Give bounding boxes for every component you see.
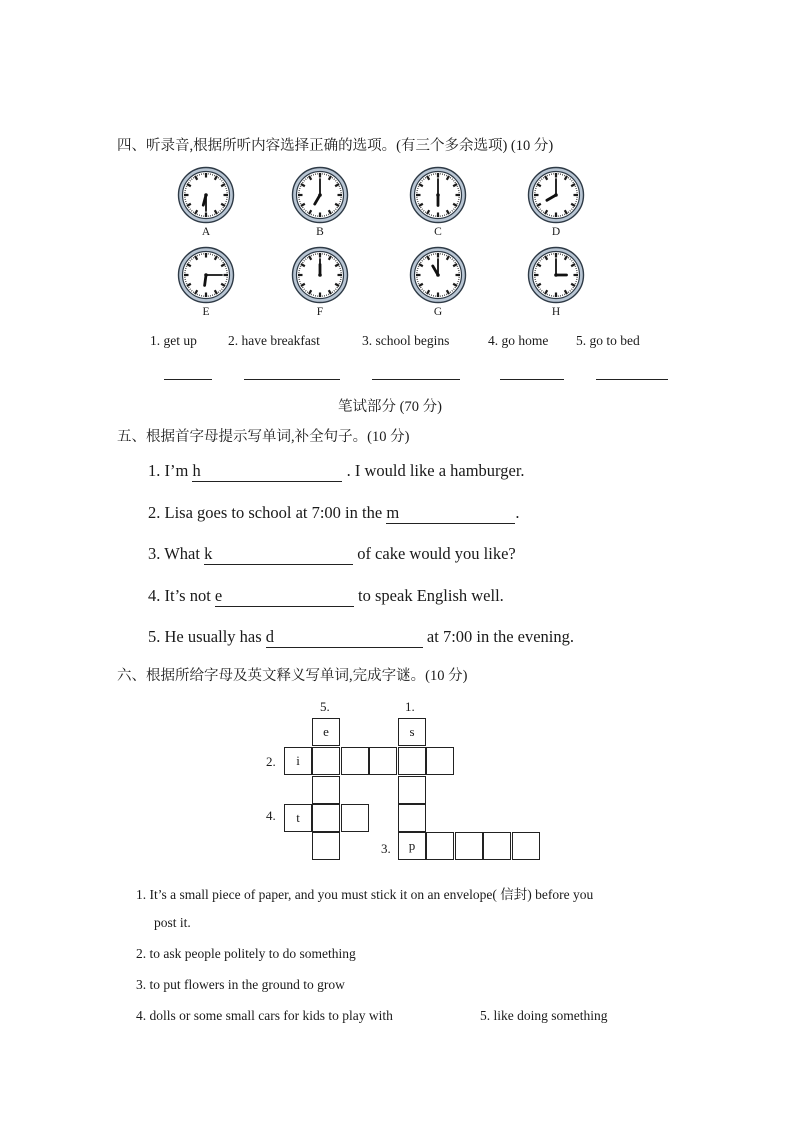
crossword-cell[interactable] xyxy=(512,832,540,860)
clock-option[interactable] xyxy=(408,166,468,238)
answer-line-1[interactable] xyxy=(164,378,212,380)
hint-letter: k xyxy=(204,544,213,563)
hint-letter: h xyxy=(192,461,201,480)
clock-icon xyxy=(291,246,349,304)
clock-label: H xyxy=(551,306,561,318)
crossword-cell[interactable] xyxy=(483,832,511,860)
sentence-text: . xyxy=(515,503,520,522)
sentence-text: 2. Lisa goes to school at 7:00 in the xyxy=(148,503,387,522)
crossword-cell[interactable] xyxy=(398,747,426,775)
clock-icon xyxy=(527,246,585,304)
crossword-cell[interactable] xyxy=(341,804,369,832)
crossword-cell[interactable] xyxy=(398,804,426,832)
cell-letter: p xyxy=(408,838,416,853)
section4-title: 四、听录音,根据所听内容选择正确的选项。(有三个多余选项) (10 分) xyxy=(117,138,554,154)
activity-3: 3. school begins xyxy=(362,333,450,348)
cell-letter: e xyxy=(323,724,329,739)
crossword-cell[interactable] xyxy=(398,776,426,804)
answer-line-4[interactable] xyxy=(500,378,564,380)
sentence-text: . I would like a hamburger. xyxy=(342,461,525,480)
clock-icon xyxy=(409,246,467,304)
sentence-text: 5. He usually has xyxy=(148,627,266,646)
section6-title: 六、根据所给字母及英文释义写单词,完成字谜。(10 分) xyxy=(117,668,468,684)
clock-label: A xyxy=(201,226,211,238)
clue-5: 5. like doing something xyxy=(480,1008,608,1023)
sentence-2 xyxy=(148,503,519,524)
clock-label: C xyxy=(434,226,442,238)
clock-option[interactable] xyxy=(526,246,586,318)
fill-blank[interactable] xyxy=(266,627,423,648)
activity-4: 4. go home xyxy=(488,333,549,348)
hint-letter: e xyxy=(214,586,223,605)
crossword-cell[interactable] xyxy=(426,747,454,775)
answer-line-3[interactable] xyxy=(372,378,460,380)
clock-icon xyxy=(177,166,235,224)
cell-letter: t xyxy=(296,810,300,825)
clock-icon xyxy=(177,246,235,304)
crossword-cell[interactable] xyxy=(398,718,426,746)
clock-icon xyxy=(409,166,467,224)
clue-number-5: 5. xyxy=(320,699,330,714)
clock-option[interactable] xyxy=(290,246,350,318)
crossword-cell[interactable] xyxy=(398,832,426,860)
clue-4: 4. dolls or some small cars for kids to play with xyxy=(136,1008,393,1023)
fill-blank[interactable] xyxy=(192,461,342,482)
answer-line-5[interactable] xyxy=(596,378,668,380)
crossword-cell[interactable] xyxy=(312,804,340,832)
fill-blank[interactable] xyxy=(386,503,515,524)
activity-5: 5. go to bed xyxy=(576,333,640,348)
clock-option[interactable] xyxy=(526,166,586,238)
clock-label: F xyxy=(316,306,324,318)
sentence-text: of cake would you like? xyxy=(353,544,516,563)
clue-number-3: 3. xyxy=(381,841,391,856)
clock-label: E xyxy=(202,306,210,318)
activity-2: 2. have breakfast xyxy=(228,333,320,348)
clue-1-continued: post it. xyxy=(154,915,191,930)
sentence-text: 3. What xyxy=(148,544,205,563)
crossword-cell[interactable] xyxy=(284,747,312,775)
clue-number-4: 4. xyxy=(266,808,276,823)
crossword-cell[interactable] xyxy=(369,747,397,775)
sentence-text: 4. It’s not xyxy=(148,586,215,605)
clue-number-2: 2. xyxy=(266,754,276,769)
clock-label: B xyxy=(316,226,324,238)
fill-blank[interactable] xyxy=(215,586,354,607)
sentence-text: 1. I’m xyxy=(148,461,193,480)
cell-letter: s xyxy=(409,724,415,739)
activity-1: 1. get up xyxy=(150,333,197,348)
clue-number-1: 1. xyxy=(405,699,415,714)
clock-option[interactable] xyxy=(408,246,468,318)
crossword-cell[interactable] xyxy=(312,747,340,775)
clock-option[interactable] xyxy=(176,246,236,318)
sentence-1 xyxy=(148,461,525,482)
hint-letter: d xyxy=(265,627,275,646)
clock-option[interactable] xyxy=(290,166,350,238)
sentence-5 xyxy=(148,627,574,648)
sentence-text: at 7:00 in the evening. xyxy=(422,627,574,646)
cell-letter: i xyxy=(296,753,300,768)
clue-1: 1. It’s a small piece of paper, and you must stick it on an envelope( 信封) before you xyxy=(136,887,594,902)
crossword-cell[interactable] xyxy=(312,776,340,804)
clock-icon xyxy=(291,166,349,224)
crossword-cell[interactable] xyxy=(312,718,340,746)
answer-line-2[interactable] xyxy=(244,378,340,380)
section5-title: 五、根据首字母提示写单词,补全句子。(10 分) xyxy=(117,429,410,445)
sentence-3 xyxy=(148,544,516,565)
clock-icon xyxy=(527,166,585,224)
sentence-text: to speak English well. xyxy=(353,586,504,605)
crossword-cell[interactable] xyxy=(455,832,483,860)
sentence-4 xyxy=(148,586,504,607)
fill-blank[interactable] xyxy=(204,544,353,565)
written-part-header: 笔试部分 (70 分) xyxy=(338,399,442,415)
clue-3: 3. to put flowers in the ground to grow xyxy=(136,977,345,992)
crossword-cell[interactable] xyxy=(284,804,312,832)
crossword-cell[interactable] xyxy=(312,832,340,860)
clock-label: D xyxy=(551,226,561,238)
hint-letter: m xyxy=(386,503,400,522)
crossword-cell[interactable] xyxy=(426,832,454,860)
clue-2: 2. to ask people politely to do something xyxy=(136,946,356,961)
crossword-cell[interactable] xyxy=(341,747,369,775)
clock-option[interactable] xyxy=(176,166,236,238)
clock-label: G xyxy=(433,306,443,318)
